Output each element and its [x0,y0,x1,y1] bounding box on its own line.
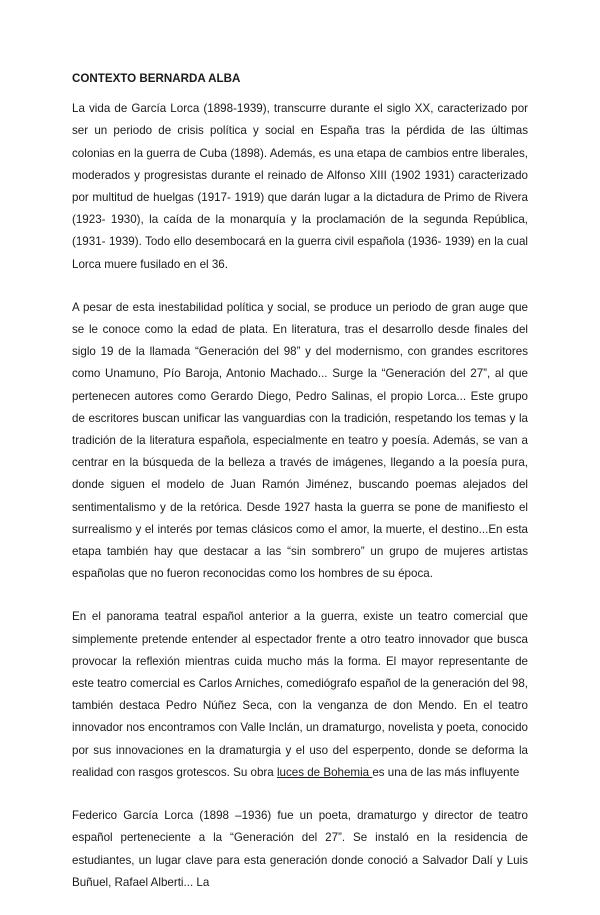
paragraph-lorca-biography: Federico García Lorca (1898 –1936) fue un poeta, dramaturgo y director de teatro español perteneciente a la “Generación del 27”. Se instaló en la residencia de estudiantes, un lugar clave para esta generación donde conoció a Salvador Dalí y Luis Buñuel, Rafael Alberti... La [72,809,528,889]
paragraph-literary-context: A pesar de esta inestabilidad política y social, se produce un periodo de gran auge que se le conoce como la edad de plata. En literatura, tras el desarrollo desde finales del siglo 19 de la llamada “Generación del 98” y del modernismo, con grandes escritores como Unamuno, Pío Baroja, Antonio Machado... Surge la “Generación del 27”, al que pertenecen autores como Gerardo Diego, Pedro Salinas, el propio Lorca... Este grupo de escritores buscan unificar las vanguardias con la tradición, respetando los temas y la tradición de la literatura española, especialmente en teatro y poesía. Además, se van a centrar en la búsqueda de la belleza a través de imágenes, llegando a la poesía pura, donde siguen el modelo de Juan Ramón Jiménez, buscando poemas alejados del sentimentalismo y de la retórica. Desde 1927 hasta la guerra se pone de manifiesto el surrealismo y el interés por temas clásicos como el amor, la muerte, el destino...En esta etapa también hay que destacar a las “sin sombrero” un grupo de mujeres artistas españolas que no fueron reconocidas como los hombres de su época. [72,300,528,581]
paragraph-text-after-link: es una de las más influyente [372,765,520,779]
paragraph-text-before-link: En el panorama teatral español anterior a la guerra, existe un teatro comercial que simplemente pretende entender al espectador frente a otro teatro innovador que busca provocar la reflexión mientras cuida mucho más la forma. El mayor representante de este teatro comercial es Carlos Arniches, comediógrafo español de la generación del 98, también destaca Pedro Núñez Seca, con la venganza de don Mendo. En el teatro innovador nos encontramos con Valle Inclán, un dramaturgo, novelista y poeta, conocido por sus innovaciones en la dramaturgia y el uso del esperpento, donde se deforma la realidad con rasgos grotescos. Su obra [72,610,528,779]
document-body [72,68,528,915]
luces-de-bohemia-link[interactable]: luces de Bohemia [276,765,373,779]
paragraph-theatre-context [72,606,528,784]
paragraph-historical-context: La vida de García Lorca (1898-1939), transcurre durante el siglo XX, caracterizado por ser un periodo de crisis política y social en España tras la pérdida de las últimas colonias en la guerra de Cuba (1898). Además, es una etapa de cambios entre liberales, moderados y progresistas durante el reinado de Alfonso XIII (1902 1931) caracterizado por multitud de huelgas (1917- 1919) que darán lugar a la dictadura de Primo de Rivera (1923- 1930), la caída de la monarquía y la proclamación de la segunda República, (1931- 1939). Todo ello desembocará en la guerra civil española (1936- 1939) en la cual Lorca muere fusilado en el 36. [72,102,528,271]
document-title: CONTEXTO BERNARDA ALBA [72,72,241,85]
